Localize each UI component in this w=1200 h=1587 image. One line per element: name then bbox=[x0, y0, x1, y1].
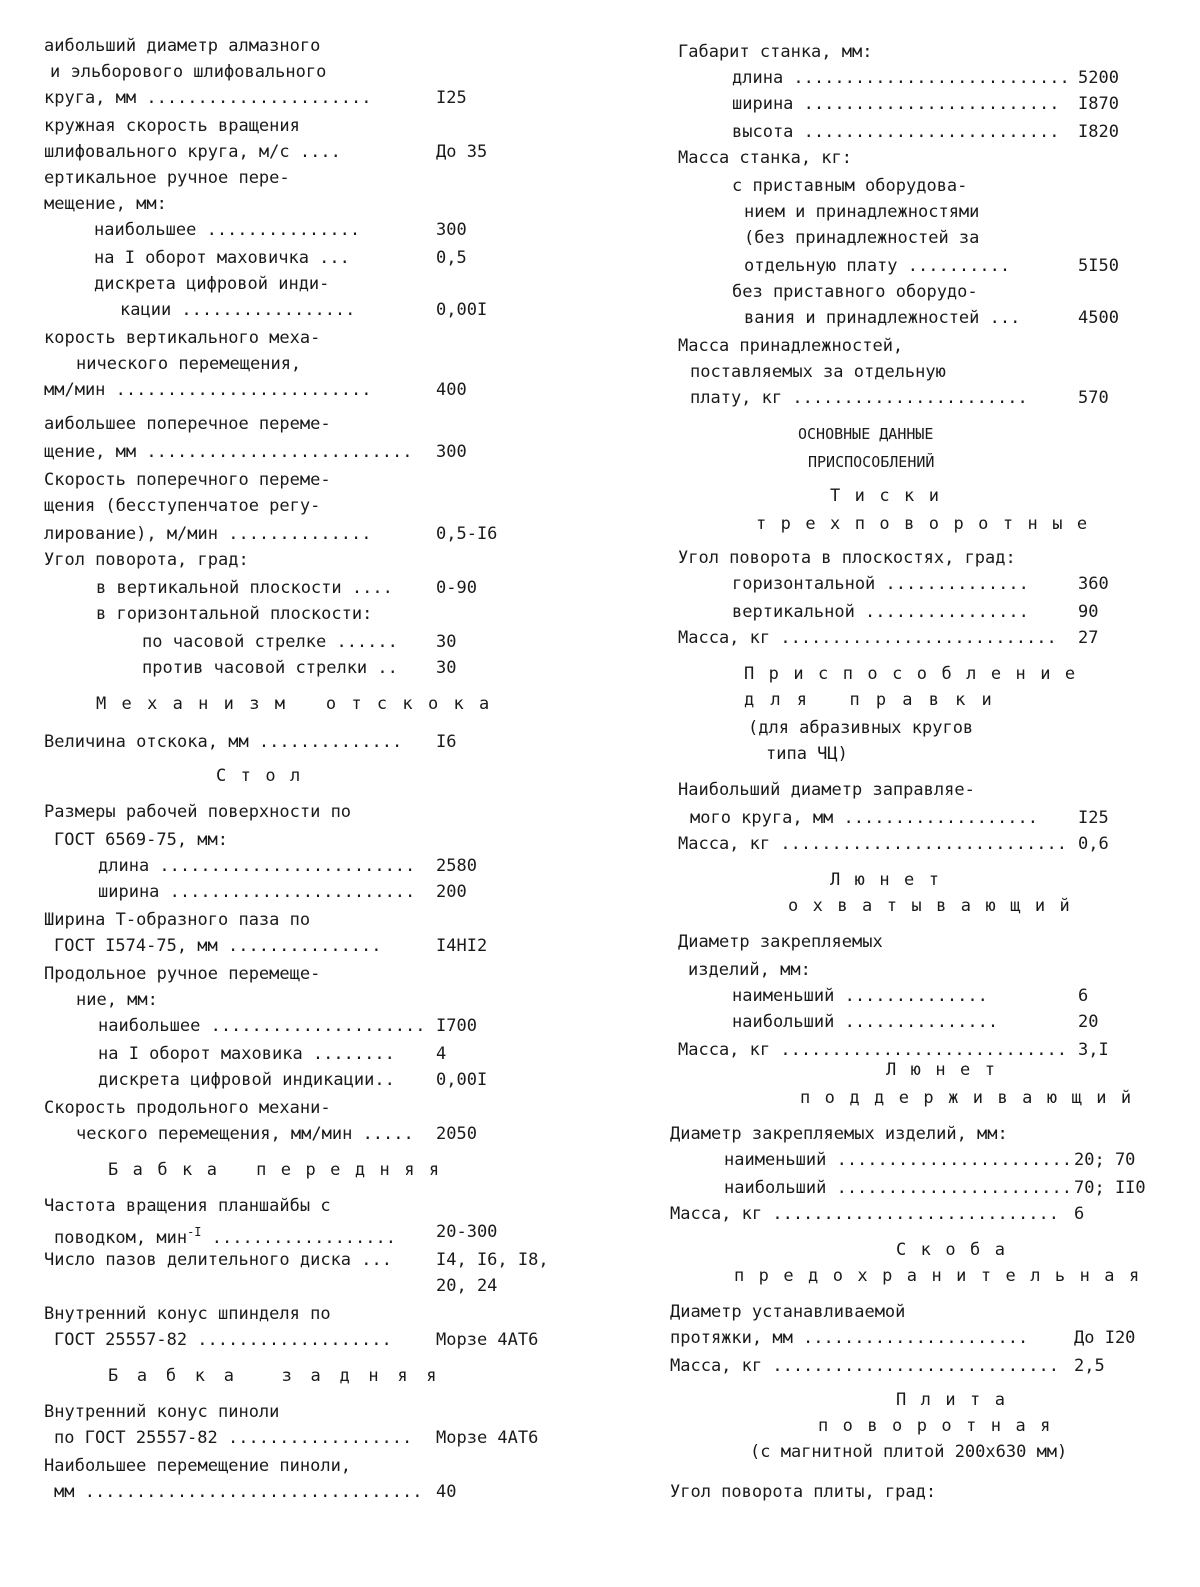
value: I870 bbox=[1078, 94, 1119, 114]
text-line: и эльборового шлифовального bbox=[50, 62, 327, 82]
value: I820 bbox=[1078, 122, 1119, 142]
section-heading: Бабка передняя bbox=[108, 1160, 454, 1180]
text-line: с приставным оборудова- bbox=[732, 176, 968, 196]
value: 30 bbox=[436, 632, 457, 652]
text-line: корость вертикального меха- bbox=[44, 328, 321, 348]
value: 0,00I bbox=[436, 300, 488, 320]
value: Морзе 4АТ6 bbox=[436, 1330, 539, 1350]
value: 20 bbox=[1078, 1012, 1099, 1032]
text-line: длина ........................... bbox=[732, 68, 1070, 88]
text-line: ширина ......................... bbox=[732, 94, 1060, 114]
text-line: отдельную плату .......... bbox=[744, 256, 1011, 276]
value: 5200 bbox=[1078, 68, 1119, 88]
value: 0,5 bbox=[436, 248, 467, 268]
text-line: ГОСТ 25557-82 ................... bbox=[54, 1330, 392, 1350]
value: I25 bbox=[436, 88, 467, 108]
text-line: длина ......................... bbox=[98, 856, 416, 876]
section-heading: Приспособление bbox=[744, 664, 1090, 684]
section-heading: Скоба bbox=[896, 1240, 1020, 1260]
value: 2050 bbox=[436, 1124, 477, 1144]
text-line: в вертикальной плоскости .... bbox=[96, 578, 393, 598]
text-line: ческого перемещения, мм/мин ..... bbox=[76, 1124, 414, 1144]
text-line bbox=[54, 1222, 414, 1248]
leader-dots: .................. bbox=[201, 1228, 396, 1248]
section-heading: Бабка задняя bbox=[108, 1366, 456, 1386]
text-line: наибольшее ..................... bbox=[98, 1016, 426, 1036]
text-line: щение, мм .......................... bbox=[44, 442, 413, 462]
text-line: в горизонтальной плоскости: bbox=[96, 604, 373, 624]
text-line: наименьший .............. bbox=[732, 986, 988, 1006]
value: I4HI2 bbox=[436, 936, 488, 956]
text-line: аибольший диаметр алмазного bbox=[44, 36, 321, 56]
text-line: Размеры рабочей поверхности по bbox=[44, 802, 352, 822]
value: До 35 bbox=[436, 142, 488, 162]
value: 90 bbox=[1078, 602, 1099, 622]
value: До I20 bbox=[1074, 1328, 1136, 1348]
text-line: Величина отскока, мм .............. bbox=[44, 732, 403, 752]
text-line: мого круга, мм ................... bbox=[690, 808, 1038, 828]
text-line: Угол поворота в плоскостях, град: bbox=[678, 548, 1016, 568]
text-line: наименьший ....................... bbox=[724, 1150, 1072, 1170]
text-line: щения (бесступенчатое регу- bbox=[44, 496, 321, 516]
value: Морзе 4АТ6 bbox=[436, 1428, 539, 1448]
text-line: Внутренний конус пиноли bbox=[44, 1402, 280, 1422]
value: 4 bbox=[436, 1044, 447, 1064]
value: I25 bbox=[1078, 808, 1109, 828]
text-line: нием и принадлежностями bbox=[744, 202, 980, 222]
text-line: Наибольший диаметр заправляе- bbox=[678, 780, 975, 800]
value: 0,6 bbox=[1078, 834, 1109, 854]
text-line: без приставного оборудо- bbox=[732, 282, 978, 302]
text-line: плату, кг ....................... bbox=[690, 388, 1028, 408]
text-line: Наибольшее перемещение пиноли, bbox=[44, 1456, 352, 1476]
text-line: Ширина Т-образного паза по bbox=[44, 910, 311, 930]
section-heading: Плита bbox=[896, 1390, 1020, 1410]
text-line: дискрета цифровой инди- bbox=[94, 274, 330, 294]
value: I6 bbox=[436, 732, 457, 752]
text-line: Масса, кг ............................ bbox=[678, 1040, 1067, 1060]
section-heading: предохранительная bbox=[734, 1266, 1154, 1286]
text-line: аибольшее поперечное переме- bbox=[44, 414, 331, 434]
value: 27 bbox=[1078, 628, 1099, 648]
text-line: Число пазов делительного диска ... bbox=[44, 1250, 392, 1270]
value: 5I50 bbox=[1078, 256, 1119, 276]
value: 0-90 bbox=[436, 578, 477, 598]
text-line: высота ......................... bbox=[732, 122, 1060, 142]
value: 30 bbox=[436, 658, 457, 678]
text-line: Диаметр закрепляемых bbox=[678, 932, 883, 952]
text-line: наибольший ............... bbox=[732, 1012, 999, 1032]
text-line: Частота вращения планшайбы с bbox=[44, 1196, 331, 1216]
text-line: изделий, мм: bbox=[688, 960, 811, 980]
section-heading: для правки bbox=[744, 690, 1008, 710]
text-line: наибольший ....................... bbox=[724, 1178, 1072, 1198]
section-heading: трехповоротные bbox=[756, 514, 1102, 534]
text-line: мм/мин ......................... bbox=[44, 380, 372, 400]
text-line: нического перемещения, bbox=[76, 354, 302, 374]
text-line: горизонтальной .............. bbox=[732, 574, 1029, 594]
text-line: на I оборот маховика ........ bbox=[98, 1044, 395, 1064]
value: 400 bbox=[436, 380, 467, 400]
text-line: Угол поворота плиты, град: bbox=[670, 1482, 937, 1502]
section-heading: поддерживающий bbox=[800, 1088, 1146, 1108]
value: 2,5 bbox=[1074, 1356, 1105, 1376]
text-fragment: поводком, мин bbox=[54, 1228, 188, 1248]
text-line: ширина ........................ bbox=[98, 882, 416, 902]
value: 20, 24 bbox=[436, 1276, 498, 1296]
value: 40 bbox=[436, 1482, 457, 1502]
text-line: Масса принадлежностей, bbox=[678, 336, 904, 356]
text-line: ГОСТ I574-75, мм ............... bbox=[54, 936, 382, 956]
text-line: Диаметр устанавливаемой bbox=[670, 1302, 906, 1322]
value: 20-300 bbox=[436, 1222, 498, 1242]
section-heading: Люнет bbox=[886, 1060, 1010, 1080]
value: 2580 bbox=[436, 856, 477, 876]
value: 3,I bbox=[1078, 1040, 1109, 1060]
text-line: мещение, мм: bbox=[44, 194, 167, 214]
value: 300 bbox=[436, 442, 467, 462]
value: 70; II0 bbox=[1074, 1178, 1146, 1198]
value: I4, I6, I8, bbox=[436, 1250, 549, 1270]
text-line: ертикальное ручное пере- bbox=[44, 168, 290, 188]
text-line: вертикальной ................ bbox=[732, 602, 1029, 622]
section-heading: Люнет bbox=[830, 870, 954, 890]
section-heading: поворотная bbox=[818, 1416, 1065, 1436]
text-line: на I оборот маховичка ... bbox=[94, 248, 350, 268]
text-line: кружная скорость вращения bbox=[44, 116, 300, 136]
text-line: кации ................. bbox=[120, 300, 356, 320]
text-line: Диаметр закрепляемых изделий, мм: bbox=[670, 1124, 1008, 1144]
value: 20; 70 bbox=[1074, 1150, 1136, 1170]
value: 300 bbox=[436, 220, 467, 240]
text-line: Масса, кг ........................... bbox=[678, 628, 1057, 648]
text-line: вания и принадлежностей ... bbox=[744, 308, 1021, 328]
text-line: ние, мм: bbox=[76, 990, 158, 1010]
value: 0,5-I6 bbox=[436, 524, 498, 544]
text-line: поставляемых за отдельную bbox=[690, 362, 946, 382]
superscript: -I bbox=[187, 1225, 202, 1239]
text-line: по часовой стрелке ...... bbox=[142, 632, 398, 652]
section-subtitle: типа ЧЦ) bbox=[766, 744, 848, 764]
text-line: протяжки, мм ...................... bbox=[670, 1328, 1029, 1348]
text-line: Скорость продольного механи- bbox=[44, 1098, 331, 1118]
text-line: мм ................................. bbox=[54, 1482, 423, 1502]
text-line: Внутренний конус шпинделя по bbox=[44, 1304, 331, 1324]
text-line: ГОСТ 6569-75, мм: bbox=[54, 830, 228, 850]
text-line: шлифовального круга, м/с .... bbox=[44, 142, 341, 162]
text-line: Масса, кг ............................ bbox=[670, 1356, 1059, 1376]
text-line: лирование), м/мин .............. bbox=[44, 524, 372, 544]
text-line: Габарит станка, мм: bbox=[678, 42, 873, 62]
text-line: Скорость поперечного переме- bbox=[44, 470, 331, 490]
section-caption: ОСНОВНЫЕ ДАННЫЕ bbox=[798, 425, 934, 443]
value: I700 bbox=[436, 1016, 477, 1036]
value: 0,00I bbox=[436, 1070, 488, 1090]
text-line: Масса станка, кг: bbox=[678, 148, 852, 168]
text-line: дискрета цифровой индикации.. bbox=[98, 1070, 395, 1090]
section-heading: Механизм отскока bbox=[96, 694, 505, 714]
text-line: (без принадлежностей за bbox=[744, 228, 980, 248]
value: 200 bbox=[436, 882, 467, 902]
text-line: Угол поворота, град: bbox=[44, 550, 249, 570]
text-line: Продольное ручное перемеще- bbox=[44, 964, 321, 984]
value: 6 bbox=[1078, 986, 1089, 1006]
text-line: Масса, кг ............................ bbox=[670, 1204, 1059, 1224]
section-heading: охватывающий bbox=[788, 896, 1085, 916]
value: 570 bbox=[1078, 388, 1109, 408]
value: 4500 bbox=[1078, 308, 1119, 328]
text-line: наибольшее ............... bbox=[94, 220, 361, 240]
section-subtitle: (с магнитной плитой 200х630 мм) bbox=[750, 1442, 1068, 1462]
section-heading: Стол bbox=[216, 766, 315, 786]
text-line: Масса, кг ............................ bbox=[678, 834, 1067, 854]
section-subtitle: (для абразивных кругов bbox=[748, 718, 974, 738]
text-line: круга, мм ...................... bbox=[44, 88, 372, 108]
section-heading: Тиски bbox=[830, 486, 954, 506]
section-caption: ПРИСПОСОБЛЕНИЙ bbox=[808, 453, 935, 471]
text-line: против часовой стрелки .. bbox=[142, 658, 398, 678]
text-line: по ГОСТ 25557-82 .................. bbox=[54, 1428, 413, 1448]
value: 6 bbox=[1074, 1204, 1085, 1224]
value: 360 bbox=[1078, 574, 1109, 594]
